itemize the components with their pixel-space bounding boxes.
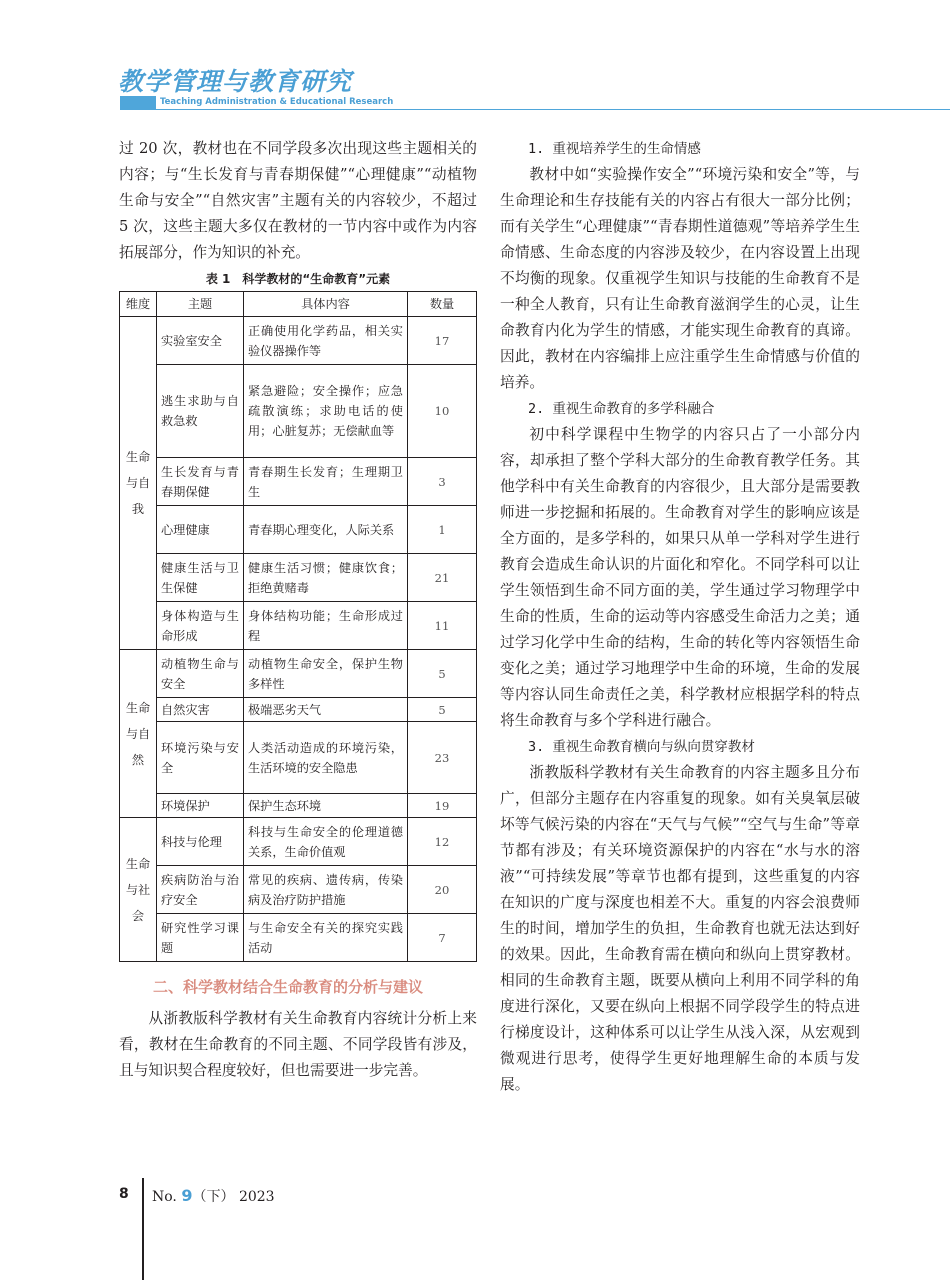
count-cell: 3 [408,458,477,506]
content-cell: 人类活动造成的环境污染，生活环境的安全隐患 [244,722,408,794]
content-cell: 青春期生长发育；生理期卫生 [244,458,408,506]
header-accent-bar [120,96,156,110]
table-row [120,866,477,914]
content-cell: 正确使用化学药品，相关实验仪器操作等 [244,317,408,365]
header-content: 具体内容 [244,292,408,317]
issue-suffix: （下） [192,1189,235,1205]
issue-prefix: No. [152,1189,177,1205]
content-cell: 常见的疾病、遗传病，传染病及治疗防护措施 [244,866,408,914]
count-cell: 7 [408,914,477,962]
table-row [120,317,477,365]
theme-cell: 实验室安全 [157,317,244,365]
table-row [120,602,477,650]
table-header-row [120,292,477,317]
count-cell: 23 [408,722,477,794]
footer-rule [142,1178,144,1280]
section-paragraph: 从浙教版科学教材有关生命教育内容统计分析上来看，教材在生命教育的不同主题、不同学段皆有涉及，且与知识契合程度较好，但也需要进一步完善。 [119,1010,477,1079]
content-cell: 身体结构功能；生命形成过程 [244,602,408,650]
page-number: 8 [119,1186,129,1202]
paragraph-3: 浙教版科学教材有关生命教育的内容主题多且分布广，但部分主题存在内容重复的现象。如有关臭氧层破坏等气候污染的内容在“天气与气候”“空气与生命”等章节都有涉及；有关环境资源保护的内容在“水与水的溶液”“可持续发展”等章节也都有提到，这些重复的内容在知识的广度与深度也相差不大。重复的内容会浪费师生的时间，增加学生的负担，生命教育也就无法达到好的效果。因此，生命教育需在横向和纵向上贯穿教材。相同的生命教育主题，既要从横向上利用不同学科的角度进行深化，又要在纵向上根据不同学段学生的特点进行梯度设计，这种体系可以让学生从浅入深，从宏观到微观进行思考，使得学生更好地理解生命的本质与发展。 [500,764,860,1093]
theme-cell: 身体构造与生命形成 [157,602,244,650]
subheading-2: 2. 重视生命教育的多学科融合 [528,401,715,417]
intro-paragraph: 过 20 次，教材也在不同学段多次出现这些主题相关的内容；与“生长发育与青春期保健”“心理健康”“动植物生命与安全”“自然灾害”主题有关的内容较少，不超过 5 次，这些主题大多仅在教材的一节内容中或作为内容拓展部分，作为知识的补充。 [119,140,477,261]
theme-cell: 科技与伦理 [157,818,244,866]
theme-cell: 健康生活与卫生保健 [157,554,244,602]
header-theme: 主题 [157,292,244,317]
table-row [120,818,477,866]
content-cell: 动植物生命安全，保护生物多样性 [244,650,408,698]
header-dimension: 维度 [120,292,157,317]
content-cell: 与生命安全有关的探究实践活动 [244,914,408,962]
section-heading: 二、科学教材结合生命教育的分析与建议 [153,978,424,996]
theme-cell: 生长发育与青春期保健 [157,458,244,506]
table-row [120,650,477,698]
content-cell: 科技与生命安全的伦理道德关系，生命价值观 [244,818,408,866]
count-cell: 1 [408,506,477,554]
count-cell: 5 [408,650,477,698]
paragraph-2: 初中科学课程中生物学的内容只占了一小部分内容，却承担了整个学科大部分的生命教育教学任务。其他学科中有关生命教育的内容很少，且大部分是需要教师进一步挖掘和拓展的。生命教育对学生的影响应该是全方面的，是多学科的，如果只从单一学科对学生进行教育会造成生命认识的片面化和窄化。不同学科可以让学生领悟到生命不同方面的美，学生通过学习物理学中生命的性质，生命的运动等内容感受生命活力之美；通过学习化学中生命的结构，生命的转化等内容领悟生命变化之美；通过学习地理学中生命的环境，生命的发展等内容认同生命责任之美，科学教材应根据学科的特点将生命教育与多个学科进行融合。 [500,426,860,729]
theme-cell: 环境污染与安全 [157,722,244,794]
theme-cell: 自然灾害 [157,698,244,722]
table-row [120,365,477,458]
count-cell: 10 [408,365,477,458]
issue-number: 9 [181,1186,193,1205]
table-row [120,698,477,722]
table-row [120,554,477,602]
left-column [119,136,477,1084]
count-cell: 5 [408,698,477,722]
content-cell: 青春期心理变化，人际关系 [244,506,408,554]
header-count: 数量 [408,292,477,317]
theme-cell: 疾病防治与治疗安全 [157,866,244,914]
life-education-table [119,291,477,962]
issue-info [152,1186,275,1206]
right-column [500,136,860,1098]
theme-cell: 研究性学习课题 [157,914,244,962]
content-cell: 保护生态环境 [244,794,408,818]
table-row [120,794,477,818]
subheading-1: 1. 重视培养学生的生命情感 [528,141,701,157]
dimension-cell: 生命与社会 [120,818,157,962]
count-cell: 19 [408,794,477,818]
theme-cell: 环境保护 [157,794,244,818]
dimension-cell: 生命与自我 [120,317,157,650]
table-caption: 表 1 科学教材的“生命教育”元素 [205,272,391,286]
subheading-3: 3. 重视生命教育横向与纵向贯穿教材 [528,739,755,755]
count-cell: 20 [408,866,477,914]
content-cell: 健康生活习惯；健康饮食；拒绝黄赌毒 [244,554,408,602]
content-cell: 极端恶劣天气 [244,698,408,722]
theme-cell: 心理健康 [157,506,244,554]
theme-cell: 逃生求助与自救急救 [157,365,244,458]
journal-title: 教学管理与教育研究 [118,67,353,96]
header-rule [156,109,950,110]
journal-english-title: Teaching Administration & Educational Research [160,97,394,107]
issue-year: 2023 [238,1189,275,1205]
content-cell: 紧急避险；安全操作；应急疏散演练；求助电话的使用；心脏复苏；无偿献血等 [244,365,408,458]
theme-cell: 动植物生命与安全 [157,650,244,698]
count-cell: 12 [408,818,477,866]
table-row [120,458,477,506]
table-row [120,506,477,554]
count-cell: 17 [408,317,477,365]
count-cell: 11 [408,602,477,650]
dimension-cell: 生命与自然 [120,650,157,818]
table-row [120,722,477,794]
paragraph-1: 教材中如“实验操作安全”“环境污染和安全”等，与生命理论和生存技能有关的内容占有很大一部分比例；而有关学生“心理健康”“青春期性道德观”等培养学生生命情感、生命态度的内容涉及较少，在内容设置上出现不均衡的现象。仅重视学生知识与技能的生命教育不是一种全人教育，只有让生命教育滋润学生的心灵，让生命教育内化为学生的情感，才能实现生命教育的真谛。因此，教材在内容编排上应注重学生生命情感与价值的培养。 [500,166,860,391]
count-cell: 21 [408,554,477,602]
table-row [120,914,477,962]
